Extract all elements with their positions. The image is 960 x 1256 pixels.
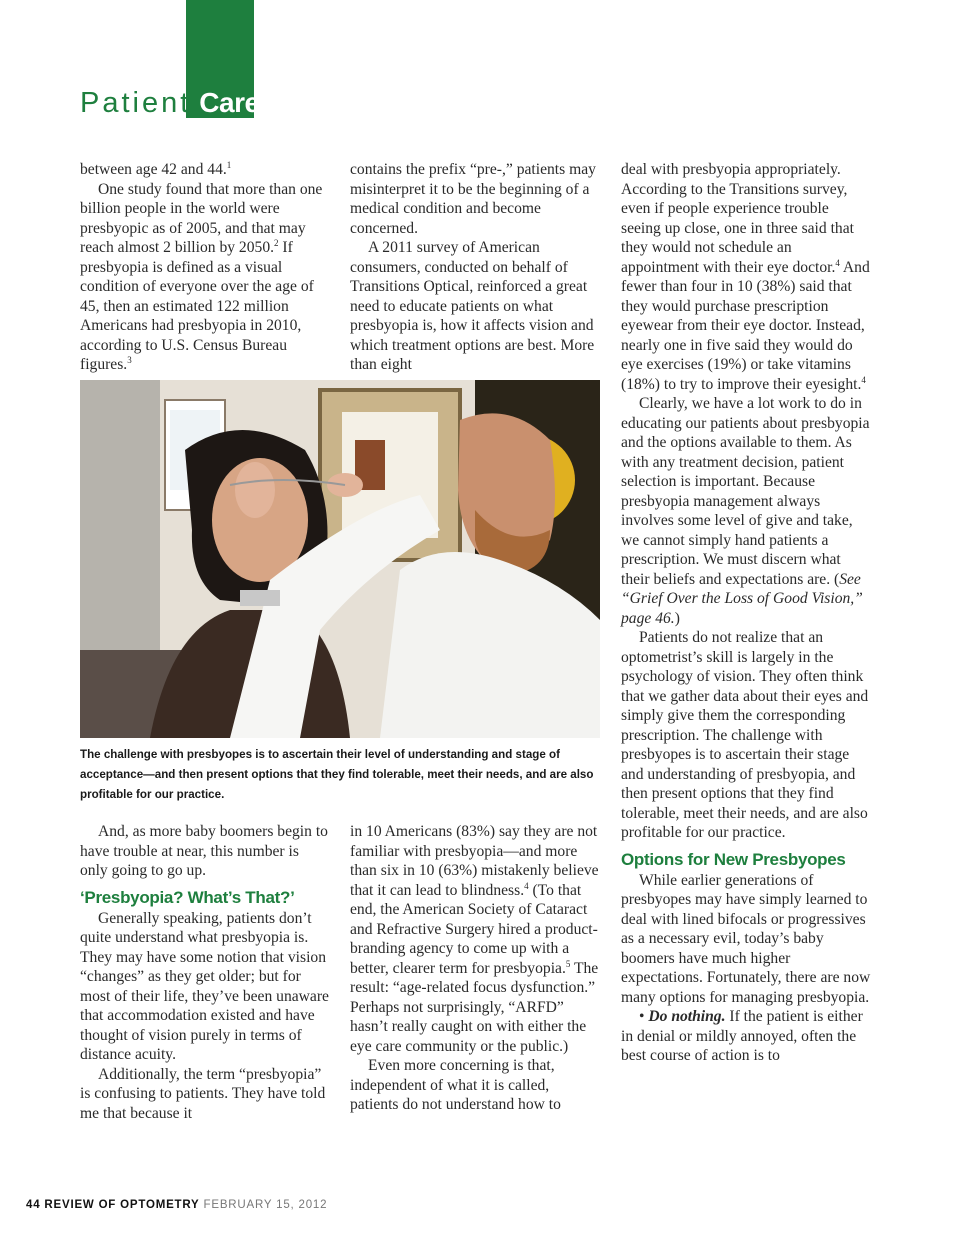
paragraph: between age 42 and 44.$^1$ [80, 159, 232, 178]
column-1-bottom [80, 822, 330, 1123]
section-title [80, 80, 265, 120]
subheading: ‘Presbyopia? What’s That?’ [80, 887, 295, 907]
paragraph: Even more concerning is that, independent of what it is called, patients do not understand how to [350, 1057, 561, 1113]
issue-date: FEBRUARY 15, 2012 [203, 1199, 328, 1211]
paragraph: Patients do not realize that an optometrist’s skill is largely in the psychology of vision. They often think that we gather data about their eyes and simply give them the corresponding prescription. The challenge with presbyopes is to ascertain their stage and understanding of presbyopia, and then present options that they find tolerable, meet their needs, and are also profitable for our practice. [621, 629, 869, 841]
paragraph: contains the prefix “pre-,” patients may misinterpret it to be the beginning of a medical condition and become concerned. [350, 161, 596, 237]
paragraph: And, as more baby boomers begin to have trouble at near, this number is only going to go up. [80, 823, 328, 879]
column-1-top [80, 160, 330, 375]
column-2-bottom [350, 822, 600, 1115]
paragraph: • Do nothing. If the patient is either in denial or mildly annoyed, often the best course of action is to [621, 1008, 863, 1064]
article-photo [80, 380, 600, 738]
subheading: Options for New Presbyopes [621, 849, 846, 869]
section-title-bold: Care [199, 87, 260, 118]
paragraph: Additionally, the term “presbyopia” is confusing to patients. They have told me that because it [80, 1065, 326, 1122]
column-3 [621, 160, 871, 1066]
page-footer [26, 1199, 327, 1211]
section-title-light: Patient [80, 87, 192, 119]
paragraph: A 2011 survey of American consumers, conducted on behalf of Transitions Optical, reinforced a great need to educate patients on what presbyopia is, how it affects vision and which treatment options are best. More than eight [350, 239, 595, 373]
magazine-name: REVIEW OF OPTOMETRY [44, 1199, 200, 1211]
photo-caption: The challenge with presbyopes is to ascertain their level of understanding and stage of acceptance—and then present options that they find tolerable, meet their needs, and are also profitable for our practice. [80, 748, 594, 801]
paragraph: Generally speaking, patients don’t quite understand what presbyopia is. They may have some notion that vision “changes” as they get older; but for most of their life, they’ve been unaware that accommodation existed and have thought of vision purely in terms of distance acuity. [80, 909, 329, 1063]
page-number: 44 [26, 1199, 41, 1211]
column-2-top [350, 160, 600, 375]
paragraph: While earlier generations of presbyopes may have simply learned to deal with lined bifocals or progressives as a necessary evil, today’s baby boomers have much higher expectations. Fortunately, there are now many options for managing presbyopia. [621, 871, 871, 1006]
paragraph: in 10 Americans (83%) say they are not familiar with presbyopia—and more than six in 10 (63%) mistakenly believe that it can lead to blindness.$^4$ (To that end, the American Society of Cataract and Refractive Surgery hired a product-branding agency to come up with a better, clearer term for presbyopia.$^5$ The result: “age-related focus dysfunction.” Perhaps not surprisingly, “ARFD” hasn’t really caught on with either the eye care community or the public.) [350, 823, 599, 1055]
paragraph: One study found that more than one billion people in the world were presbyopic as of 2005, and that may reach almost 2 billion by 2050.$^2$ If presbyopia is defined as a visual condition of everyone over the age of 45, then an estimated 122 million Americans had presbyopia in 2010, according to U.S. Census Bureau figures.$^3$ [80, 180, 323, 373]
paragraph: deal with presbyopia appropriately. According to the Transitions survey, even if people experience trouble seeing up close, one in three said that they would not schedule an appointment with their eye doctor.$^4$ And fewer than four in 10 (38%) said that they would purchase prescription eyewear from their eye doctor. Instead, nearly one in five said they would do eye exercises (19%) or take vitamins (18%) to try to improve their eyesight.$^4$ [621, 161, 870, 393]
paragraph: Clearly, we have a lot work to do in educating our patients about presbyopia and the options available to them. As with any treatment decision, patient selection is important. Because presbyopia management always involves some level of give and take, we cannot simply hand patients a prescription. We must discern what their beliefs and expectations are. (See “Grief Over the Loss of Good Vision,” page 46.) [621, 395, 870, 627]
